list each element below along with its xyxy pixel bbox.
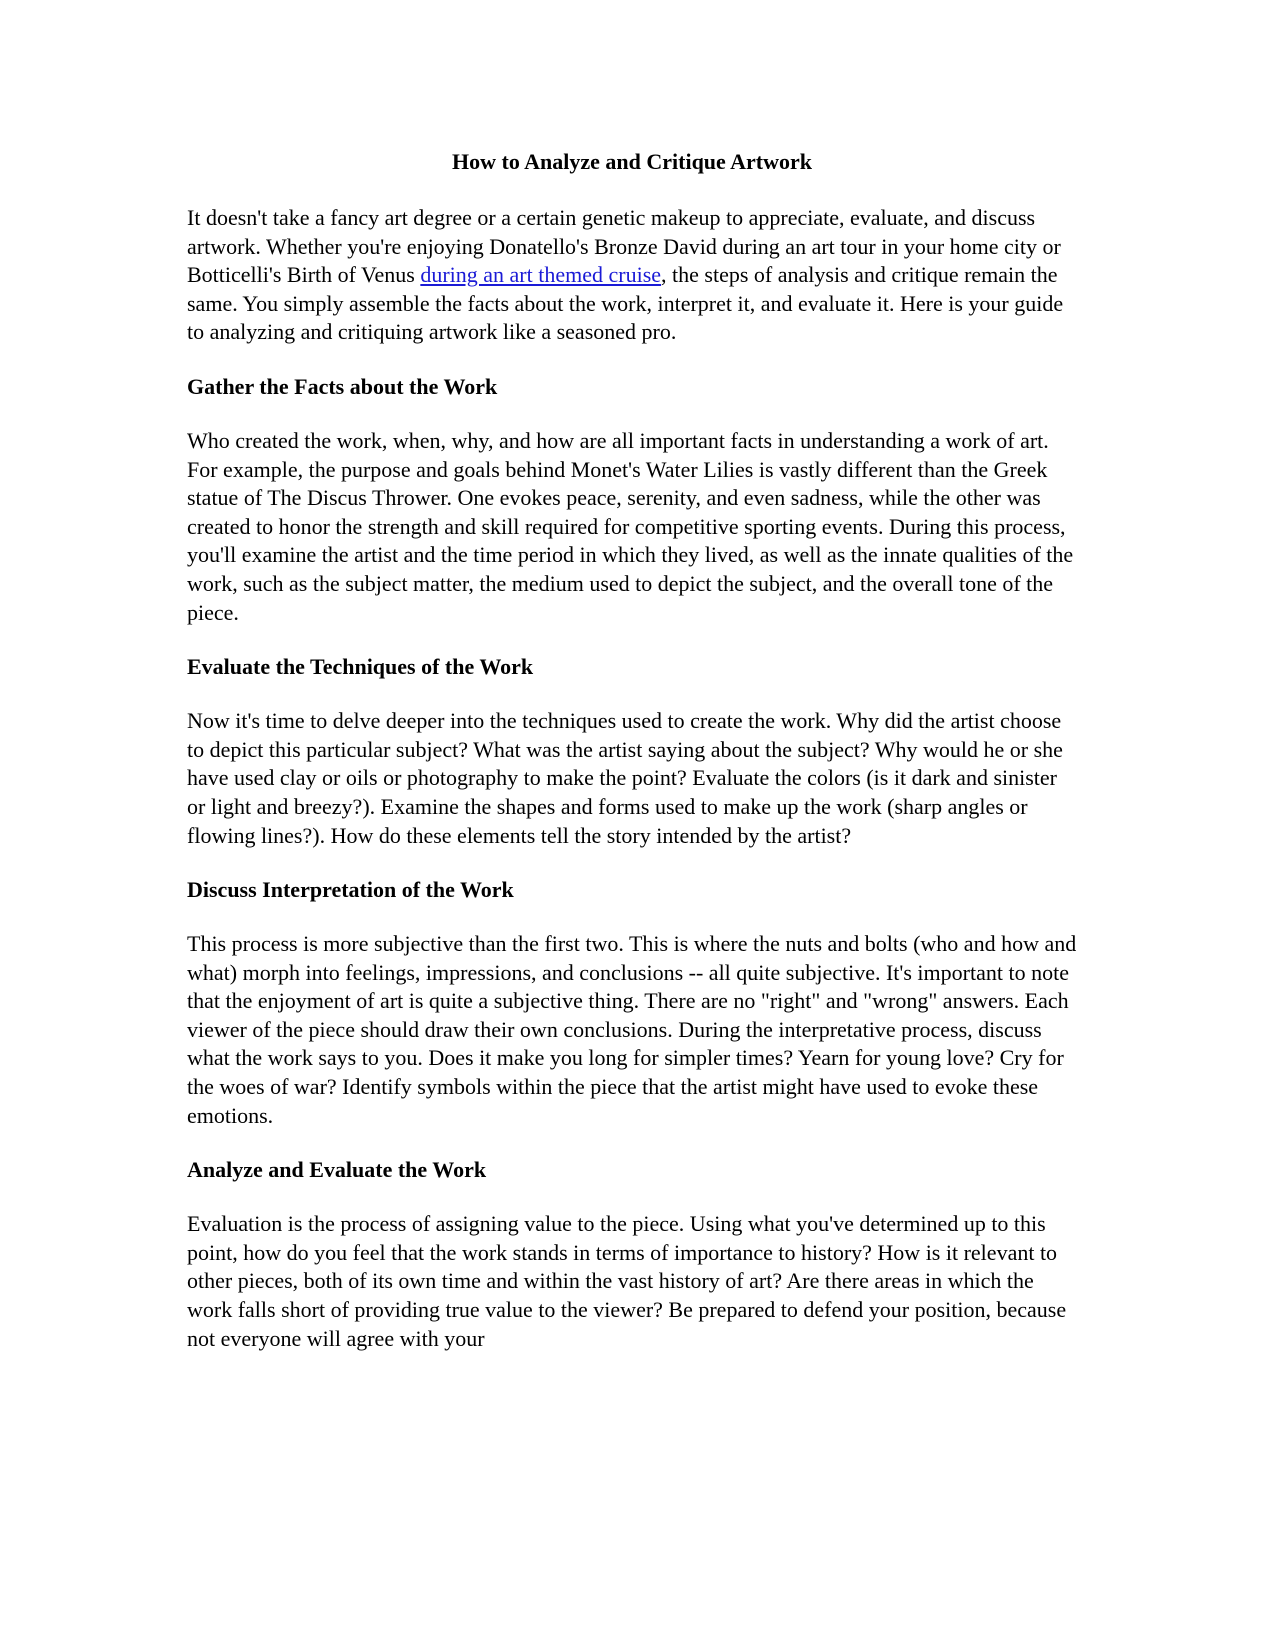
section-heading-analyze-evaluate: Analyze and Evaluate the Work — [187, 1157, 487, 1183]
art-cruise-link[interactable]: during an art themed cruise — [420, 262, 662, 288]
section-heading-discuss-interpretation: Discuss Interpretation of the Work — [187, 877, 514, 903]
section-body-evaluate-techniques: Now it's time to delve deeper into the techniques used to create the work. Why did the artist choose to depict this particular subject? What was the artist saying about the subject? Why would he or she have used clay or oils or photography to make the point? Evaluate the colors (is it dark and sinister or light and breezy?). Examine the shapes and forms used to make up the work (sharp angles or flowing lines?). How do these elements tell the story intended by the artist? — [187, 708, 1063, 848]
document-title: How to Analyze and Critique Artwork — [452, 149, 812, 174]
intro-text-before-link: It doesn't take a fancy art degree or a certain genetic makeup to appreciate, evaluate, and discuss artwork. Whether you're enjoying Donatello's Bronze David during an art tour in your home city or Botticelli's Birth of Venus — [187, 205, 1061, 288]
intro-paragraph — [187, 204, 1077, 347]
document-content — [187, 148, 1077, 1353]
section-heading-evaluate-techniques: Evaluate the Techniques of the Work — [187, 654, 534, 680]
section-body-analyze-evaluate: Evaluation is the process of assigning value to the piece. Using what you've determined up to this point, how do you feel that the work stands in terms of importance to history? How is it relevant to other pieces, both of its own time and within the vast history of art? Are there areas in which the work falls short of providing true value to the viewer? Be prepared to defend your position, because not everyone will agree with your — [187, 1211, 1067, 1351]
section-heading-gather-facts: Gather the Facts about the Work — [187, 373, 498, 399]
section-body-discuss-interpretation: This process is more subjective than the first two. This is where the nuts and bolts (who and how and what) morph into feelings, impressions, and conclusions -- all quite subjective. It's important to note that the enjoyment of art is quite a subjective thing. There are no "right" and "wrong" answers. Each viewer of the piece should draw their own conclusions. During the interpretative process, discuss what the work says to you. Does it make you long for simpler times? Yearn for young love? Cry for the woes of war? Identify symbols within the piece that the artist might have used to evoke these emotions. — [187, 931, 1077, 1128]
intro-text-after-link: , the steps of analysis and critique remain the same. You simply assemble the facts about the work, interpret it, and evaluate it. Here is your guide to analyzing and critiquing artwork like a seasoned pro. — [187, 262, 1064, 345]
section-body-gather-facts: Who created the work, when, why, and how are all important facts in understanding a work of art. For example, the purpose and goals behind Monet's Water Lilies is vastly different than the Greek statue of The Discus Thrower. One evokes peace, serenity, and even sadness, while the other was created to honor the strength and skill required for competitive sporting events. During this process, you'll examine the artist and the time period in which they lived, as well as the innate qualities of the work, such as the subject matter, the medium used to depict the subject, and the overall tone of the piece. — [187, 427, 1074, 625]
